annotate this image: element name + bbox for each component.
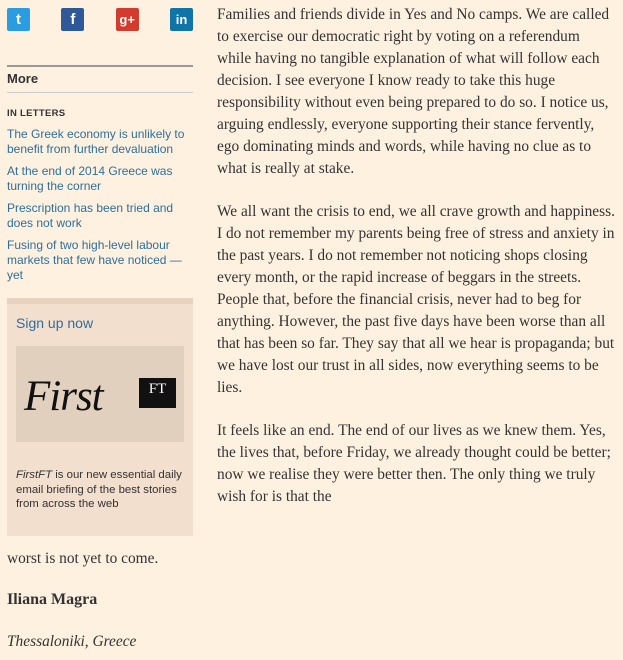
related-link[interactable]: At the end of 2014 Greece was turning the corner	[7, 164, 173, 193]
promo-desc-text: is our new essential daily email briefing of the best stories from across the web	[16, 469, 182, 510]
section-label: IN LETTERS	[7, 108, 66, 119]
related-link[interactable]: The Greek economy is unlikely to benefit from further devaluation	[7, 127, 185, 156]
firstft-promo[interactable]	[7, 298, 193, 536]
related-link[interactable]: Prescription has been tried and does not work	[7, 201, 174, 230]
sidebar	[7, 0, 193, 290]
author-location: Thessaloniki, Greece	[7, 633, 137, 650]
signup-link[interactable]: Sign up now	[16, 315, 94, 331]
article-body	[217, 4, 617, 529]
promo-description	[16, 468, 186, 512]
facebook-icon[interactable]: f	[61, 8, 84, 31]
firstft-logo[interactable]	[16, 346, 184, 442]
logo-ft-badge: FT	[139, 378, 176, 408]
logo-first-text: First	[24, 373, 103, 420]
article-paragraph: It feels like an end. The end of our lives as we knew them. Yes, the lives that, before Friday, we already thought could be better; now we realise they were better then. The only thing we truly wish for is that the	[217, 422, 611, 505]
related-link[interactable]: Fusing of two high-level labour markets that few have noticed — yet	[7, 238, 182, 282]
google-plus-icon[interactable]: g+	[116, 8, 139, 31]
article-paragraph-tail: worst is not yet to come.	[7, 550, 159, 567]
related-links	[7, 127, 193, 283]
social-share-bar	[7, 0, 193, 34]
article-paragraph: We all want the crisis to end, we all crave growth and happiness. I do not remember my parents being free of stress and anxiety in the past years. I do not remember not noticing shops closing every month, or the rapid increase of beggars in the streets. People that, before the financial crisis, never had to beg for anything. However, the past five days have been worse than all that has been so far. They say that all we hear is propaganda; but we have lost our trust in all sides, now everything seems to be lies.	[217, 203, 615, 396]
article-paragraph: Families and friends divide in Yes and No camps. We are called to exercise our democratic right by voting on a referendum while having no tangible explanation of what will follow each decision. I see everyone I know ready to take this huge responsibility without even being prepared to do so. I notice us, arguing endlessly, everyone supporting their stance fervently, ego dominating minds and words, while having no clue as to what is really at stake.	[217, 6, 610, 177]
author-name: Iliana Magra	[7, 591, 98, 608]
more-heading: More	[7, 65, 193, 93]
promo-brand: FirstFT	[16, 469, 53, 481]
linkedin-icon[interactable]: in	[170, 8, 193, 31]
twitter-icon[interactable]: t	[7, 8, 30, 31]
